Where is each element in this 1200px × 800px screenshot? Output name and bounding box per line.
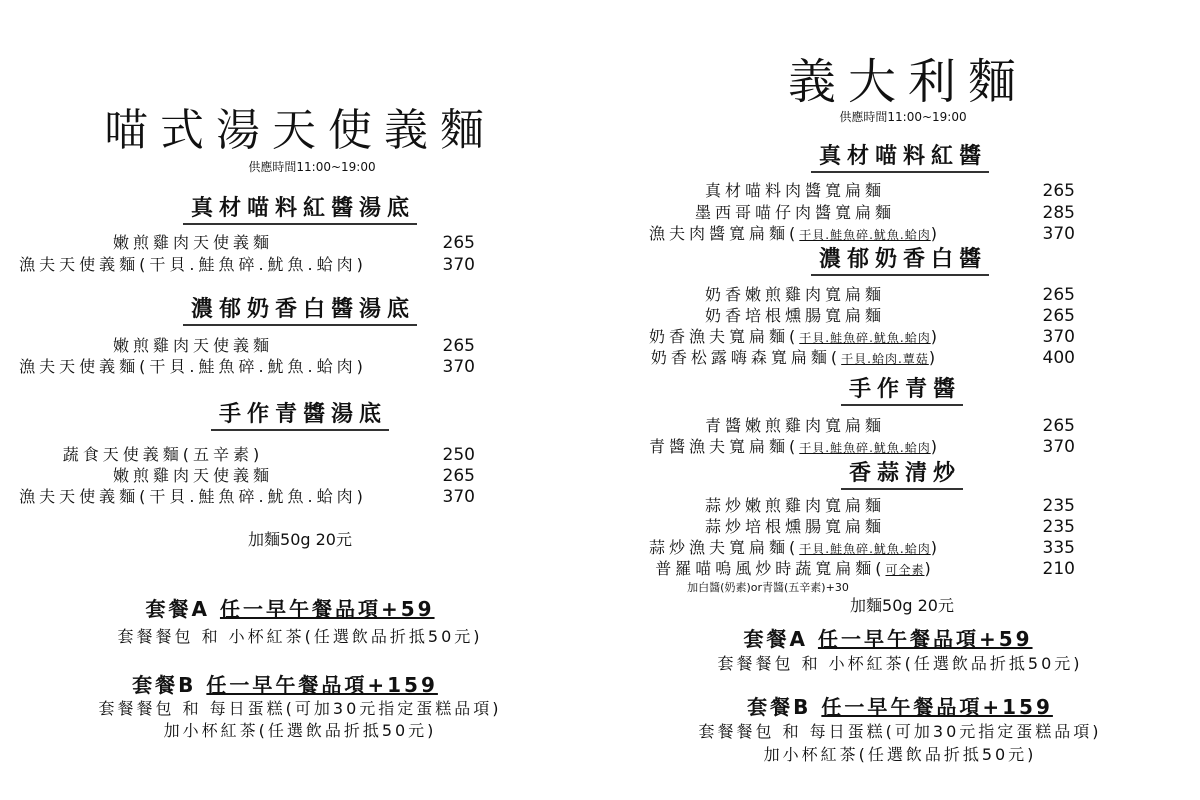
item-name (651, 348, 939, 368)
item-name: 奶香培根燻腸寬扁麵 (704, 306, 886, 325)
section-heading: 濃郁奶香白醬湯底 (183, 297, 417, 326)
set-desc: 任一早午餐品項+159 (206, 673, 438, 697)
item-price: 250 (442, 445, 475, 465)
sauce-note: 加白醬(奶素)or青醬(五辛素)+30 (687, 581, 849, 594)
item-price: 210 (1042, 559, 1075, 579)
set-b-detail: 加小杯紅茶(任選飲品折抵50元) (763, 745, 1037, 764)
set-a-heading (145, 597, 434, 621)
item-price: 370 (1042, 437, 1075, 457)
paren: ) (930, 327, 941, 346)
page-title: 義大利麵 (787, 54, 1029, 110)
item-name: 嫩煎雞肉天使義麵 (112, 336, 274, 355)
item-name: 青醬嫩煎雞肉寬扁麵 (704, 416, 886, 435)
set-b-detail: 套餐餐包 和 每日蛋糕(可加30元指定蛋糕品項) (698, 722, 1102, 741)
item-price: 370 (442, 487, 475, 507)
item-ingredients: 干貝.蛤肉.蕈菇 (841, 352, 929, 366)
item-price: 285 (1042, 203, 1075, 223)
set-label: 套餐A (145, 597, 210, 621)
item-name: 嫩煎雞肉天使義麵 (112, 466, 274, 485)
item-name: 墨西哥喵仔肉醬寬扁麵 (694, 203, 896, 222)
item-price: 265 (1042, 285, 1075, 305)
item-price: 265 (442, 336, 475, 356)
service-hours: 供應時間11:00~19:00 (248, 160, 376, 174)
item-name: 嫩煎雞肉天使義麵 (112, 233, 274, 252)
set-b-heading (747, 695, 1053, 719)
item-price: 370 (442, 255, 475, 275)
item-price: 400 (1042, 348, 1075, 368)
item-name: 漁夫天使義麵(干貝.鮭魚碎.魷魚.蛤肉) (19, 487, 367, 506)
item-name-main: 奶香漁夫寬扁麵( (649, 327, 800, 346)
item-ingredients: 可全素 (885, 563, 925, 577)
set-a-detail: 套餐餐包 和 小杯紅茶(任選飲品折抵50元) (717, 654, 1083, 673)
section-heading: 手作青醬 (841, 377, 963, 406)
section-heading: 真材喵料紅醬湯底 (183, 196, 417, 225)
section-heading: 手作青醬湯底 (211, 402, 389, 431)
set-label: 套餐A (743, 627, 808, 651)
paren: ) (930, 437, 941, 456)
item-name-main: 蒜炒漁夫寬扁麵( (649, 538, 800, 557)
item-name (649, 224, 941, 244)
item-name: 漁夫天使義麵(干貝.鮭魚碎.魷魚.蛤肉) (19, 255, 367, 274)
set-desc: 任一早午餐品項+59 (219, 597, 435, 621)
item-name (649, 437, 941, 457)
item-name-main: 奶香松露嗨森寬扁麵( (650, 348, 842, 367)
item-ingredients: 干貝.鮭魚碎.魷魚.蛤肉 (799, 228, 931, 242)
set-a-detail: 套餐餐包 和 小杯紅茶(任選飲品折抵50元) (117, 627, 483, 646)
item-ingredients: 干貝.鮭魚碎.魷魚.蛤肉 (799, 542, 931, 556)
item-name: 漁夫天使義麵(干貝.鮭魚碎.魷魚.蛤肉) (19, 357, 367, 376)
paren: ) (930, 224, 941, 243)
set-label: 套餐B (747, 695, 812, 719)
set-a-heading (743, 627, 1032, 651)
set-desc: 任一早午餐品項+159 (821, 695, 1053, 719)
item-name: 真材喵料肉醬寬扁麵 (704, 181, 886, 200)
set-b-detail: 加小杯紅茶(任選飲品折抵50元) (163, 721, 437, 740)
page-title: 喵式湯天使義麵 (104, 105, 496, 156)
item-price: 265 (1042, 306, 1075, 326)
item-price: 335 (1042, 538, 1075, 558)
set-b-heading (132, 673, 438, 697)
item-name (649, 538, 941, 558)
item-name: 蒜炒培根燻腸寬扁麵 (704, 517, 886, 536)
set-desc: 任一早午餐品項+59 (817, 627, 1033, 651)
item-name-main: 青醬漁夫寬扁麵( (649, 437, 800, 456)
item-price: 265 (442, 466, 475, 486)
item-name: 奶香嫩煎雞肉寬扁麵 (704, 285, 886, 304)
item-price: 370 (442, 357, 475, 377)
item-ingredients: 干貝.鮭魚碎.魷魚.蛤肉 (799, 331, 931, 345)
item-price: 235 (1042, 517, 1075, 537)
paren: ) (928, 348, 940, 367)
service-hours: 供應時間11:00~19:00 (839, 110, 967, 124)
item-name: 蔬食天使義麵(五辛素) (62, 445, 264, 464)
add-noodle-note: 加麵50g 20元 (850, 596, 954, 615)
section-heading: 濃郁奶香白醬 (811, 247, 989, 276)
set-label: 套餐B (132, 673, 197, 697)
item-price: 265 (1042, 181, 1075, 201)
item-name (655, 559, 935, 579)
item-name-main: 漁夫肉醬寬扁麵( (649, 224, 800, 243)
item-price: 265 (442, 233, 475, 253)
paren: ) (924, 559, 935, 578)
item-ingredients: 干貝.鮭魚碎.魷魚.蛤肉 (799, 441, 931, 455)
section-heading: 香蒜清炒 (841, 461, 963, 490)
item-name-main: 普羅喵嗚風炒時蔬寬扁麵( (655, 559, 886, 578)
set-b-detail: 套餐餐包 和 每日蛋糕(可加30元指定蛋糕品項) (98, 699, 502, 718)
add-noodle-note: 加麵50g 20元 (248, 530, 352, 549)
item-price: 370 (1042, 327, 1075, 347)
paren: ) (930, 538, 941, 557)
item-price: 370 (1042, 224, 1075, 244)
item-name: 蒜炒嫩煎雞肉寬扁麵 (704, 496, 886, 515)
section-heading: 真材喵料紅醬 (811, 144, 989, 173)
item-price: 235 (1042, 496, 1075, 516)
item-price: 265 (1042, 416, 1075, 436)
item-name (649, 327, 941, 347)
